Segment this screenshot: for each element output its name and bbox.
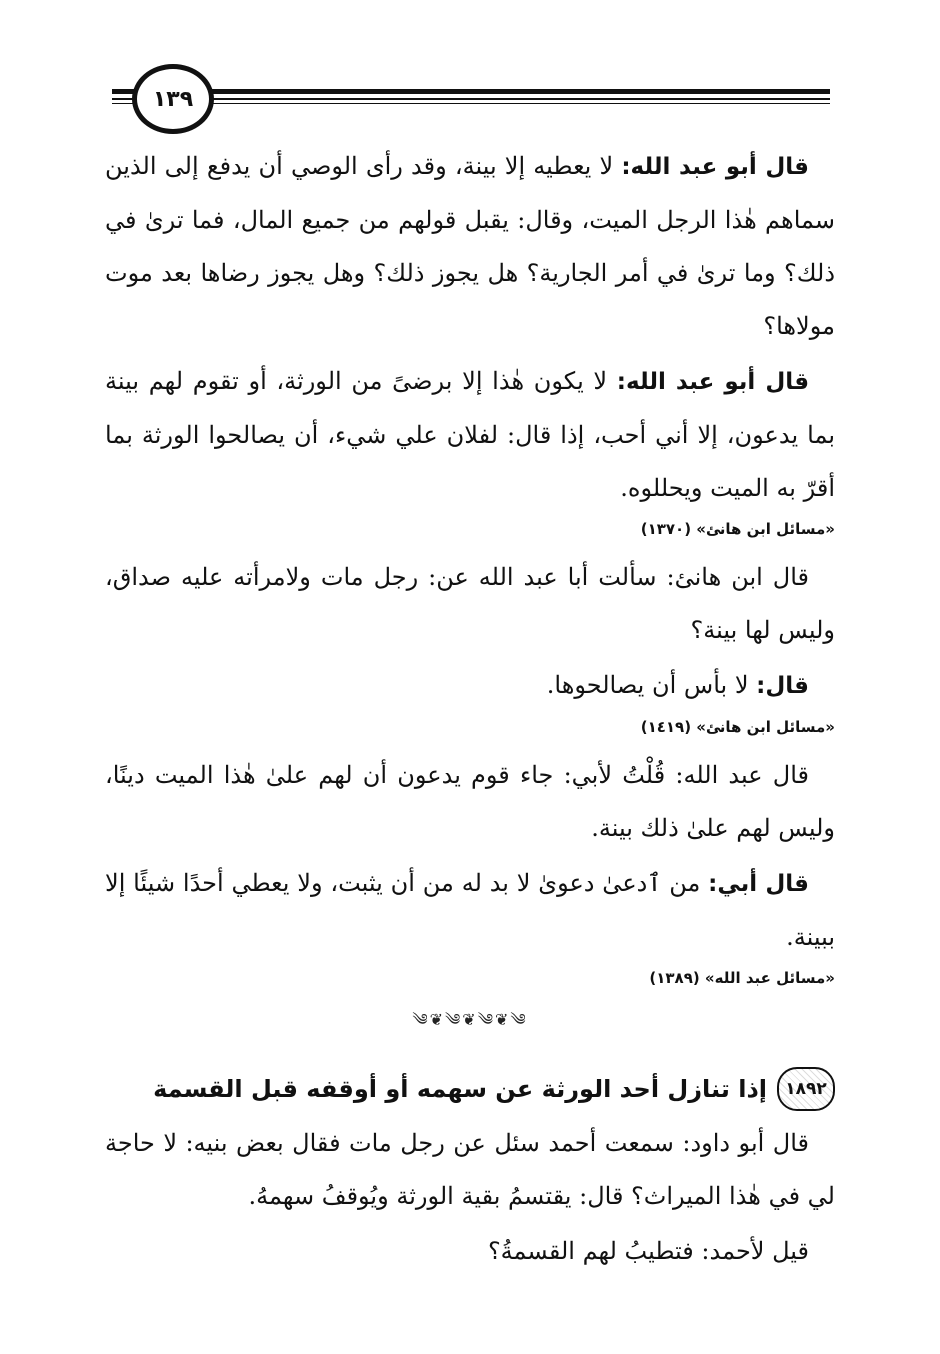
section-divider-ornament: ༄❦༄❦༄❦༄ [412, 1010, 528, 1029]
speaker-label: قال: [756, 673, 809, 699]
header-rule-thin [112, 103, 830, 104]
paragraph-text: لا بأس أن يصالحوها. [546, 671, 757, 699]
paragraph [105, 355, 835, 515]
paragraph [105, 749, 835, 855]
section-heading [105, 1067, 835, 1111]
speaker-label: قال أبي: [708, 871, 809, 897]
paragraph-text: قال أبو داود: سمعت أحمد سئل عن رجل مات فقال بعض بنيه: لا حاجة لي في هٰذا الميراث؟ قال: يقتسمُ بقية الورثة ويُوقفُ سهمهُ. [105, 1129, 835, 1210]
section-number-badge: ١٨٩٢ [777, 1067, 835, 1111]
paragraph-text: قيل لأحمد: فتطيبُ لهم القسمةُ؟ [487, 1237, 809, 1265]
paragraph-text: قال عبد الله: قُلْتُ لأبي: جاء قوم يدعون أن لهم علىٰ هٰذا الميت دينًا، وليس لهم علىٰ ذلك بينة. [105, 761, 835, 842]
paragraph [105, 1117, 835, 1223]
header-rule-middle [112, 98, 830, 100]
section-title: إذا تنازل أحد الورثة عن سهمه أو أوقفه قبل القسمة [153, 1075, 767, 1103]
page-number: ١٣٩ [132, 64, 214, 134]
paragraph-text: من ٱدعىٰ دعوىٰ لا بد له من أن يثبت، ولا يعطي أحدًا شيئًا إلا ببينة. [105, 869, 835, 951]
paragraph-text: لا يعطيه إلا بينة، وقد رأى الوصي أن يدفع إلى الذين سماهم هٰذا الرجل الميت، وقال: يقبل قولهم من جميع المال، فما ترىٰ في ذلك؟ وما ترىٰ في أمر الجارية؟ هل يجوز ذلك؟ وهل يجوز رضاها بعد موت مولاها؟ [105, 152, 835, 340]
paragraph-text: قال ابن هانئ: سألت أبا عبد الله عن: رجل مات ولامرأته عليه صداق، وليس لها بينة؟ [105, 563, 835, 644]
paragraph [105, 857, 835, 964]
header-rule-thick [112, 89, 830, 94]
paragraph-text: لا يكون هٰذا إلا برضىً من الورثة، أو تقوم لهم بينة بما يدعون، إلا أني أحب، إذا قال: لفلان علي شيء، أن يصالحوا الورثة بما أقرّ به الميت ويحللوه. [105, 367, 835, 502]
speaker-label: قال أبو عبد الله: [621, 154, 809, 180]
source-citation: «مسائل ابن هانئ» (١٣٧٠) [640, 520, 835, 538]
paragraph [105, 140, 835, 353]
page-body [105, 140, 835, 1280]
source-citation: «مسائل ابن هانئ» (١٤١٩) [640, 718, 835, 736]
paragraph [105, 551, 835, 657]
speaker-label: قال أبو عبد الله: [616, 369, 809, 395]
paragraph [105, 659, 835, 713]
paragraph [105, 1225, 835, 1278]
source-citation: «مسائل عبد الله» (١٣٨٩) [649, 969, 835, 987]
